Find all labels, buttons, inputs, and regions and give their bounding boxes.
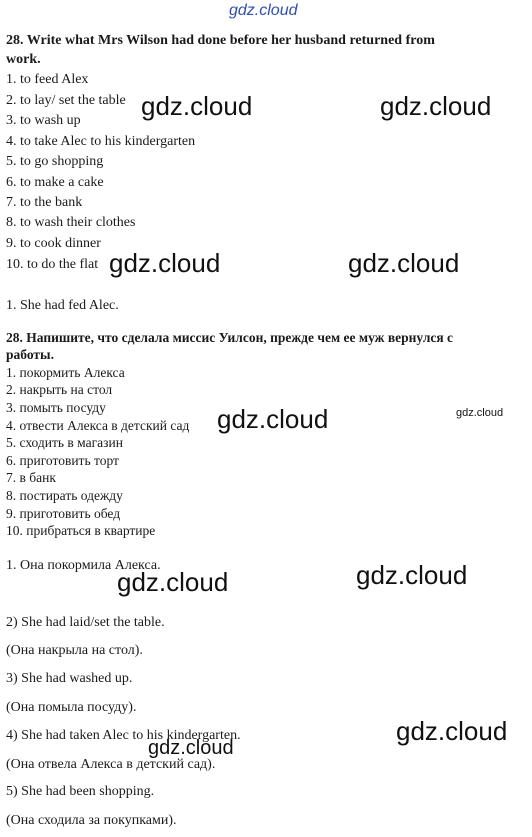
answer-line: 2) She had laid/set the table. bbox=[6, 615, 165, 630]
list-item-ru: 10. прибраться в квартире bbox=[6, 523, 156, 538]
exercise-title-ru-line2: работы. bbox=[6, 347, 54, 362]
watermark: gdz.cloud bbox=[217, 404, 329, 434]
list-item-en: 10. to do the flat bbox=[6, 257, 99, 272]
list-item-ru: 3. помыть посуду bbox=[6, 400, 106, 415]
list-item-en: 5. to go shopping bbox=[6, 154, 104, 169]
exercise-title-ru-line1: 28. Напишите, что сделала миссис Уилсон, прежде чем ее муж вернулся с bbox=[6, 330, 454, 345]
watermark: gdz.cloud bbox=[117, 567, 229, 597]
watermark-small: gdz.cloud bbox=[456, 407, 504, 419]
answer-translation: (Она накрыла на стол). bbox=[6, 643, 143, 658]
exercise-title-en-line2: work. bbox=[6, 52, 41, 67]
list-item-ru: 9. приготовить обед bbox=[6, 506, 121, 521]
list-item-en: 6. to make a cake bbox=[6, 175, 104, 190]
answer-translation: (Она помыла посуду). bbox=[6, 700, 137, 715]
list-item-ru: 1. покормить Алекса bbox=[6, 365, 125, 380]
watermark: gdz.cloud bbox=[356, 560, 468, 590]
watermark: gdz.cloud bbox=[380, 91, 492, 121]
list-item-ru: 2. накрыть на стол bbox=[6, 382, 113, 397]
list-item-en: 9. to cook dinner bbox=[6, 236, 101, 251]
list-item-en: 4. to take Alec to his kindergarten bbox=[6, 134, 196, 149]
list-item-ru: 8. постирать одежду bbox=[6, 488, 123, 503]
list-item-ru: 4. отвести Алекса в детский сад bbox=[6, 418, 190, 433]
answer-translation: (Она сходила за покупками). bbox=[6, 813, 177, 828]
answer-line: 3) She had washed up. bbox=[6, 671, 133, 686]
list-item-en: 3. to wash up bbox=[6, 113, 81, 128]
list-item-en: 8. to wash their clothes bbox=[6, 215, 136, 230]
watermark: gdz.cloud bbox=[148, 737, 234, 759]
list-item-en: 7. to the bank bbox=[6, 195, 83, 210]
watermark: gdz.cloud bbox=[109, 248, 221, 278]
list-item-en: 2. to lay/ set the table bbox=[6, 93, 126, 108]
list-item-ru: 5. сходить в магазин bbox=[6, 435, 123, 450]
watermark: gdz.cloud bbox=[141, 91, 253, 121]
watermark: gdz.cloud bbox=[348, 248, 460, 278]
answer-line: 4) She had taken Alec to his kindergarten. bbox=[6, 728, 241, 743]
list-item-en: 1. to feed Alex bbox=[6, 72, 89, 87]
list-item-ru: 6. приготовить торт bbox=[6, 453, 119, 468]
answer-translation: (Она отвела Алекса в детский сад). bbox=[6, 757, 216, 772]
watermark: gdz.cloud bbox=[396, 716, 508, 746]
site-watermark-top: gdz.cloud bbox=[229, 2, 298, 19]
answer-line: 5) She had been shopping. bbox=[6, 784, 155, 799]
example-answer-ru: 1. Она покормила Алекса. bbox=[6, 558, 161, 573]
example-answer-en: 1. She had fed Alec. bbox=[6, 298, 119, 313]
list-item-ru: 7. в банк bbox=[6, 470, 56, 485]
exercise-title-en-line1: 28. Write what Mrs Wilson had done before her husband returned from bbox=[6, 33, 435, 48]
